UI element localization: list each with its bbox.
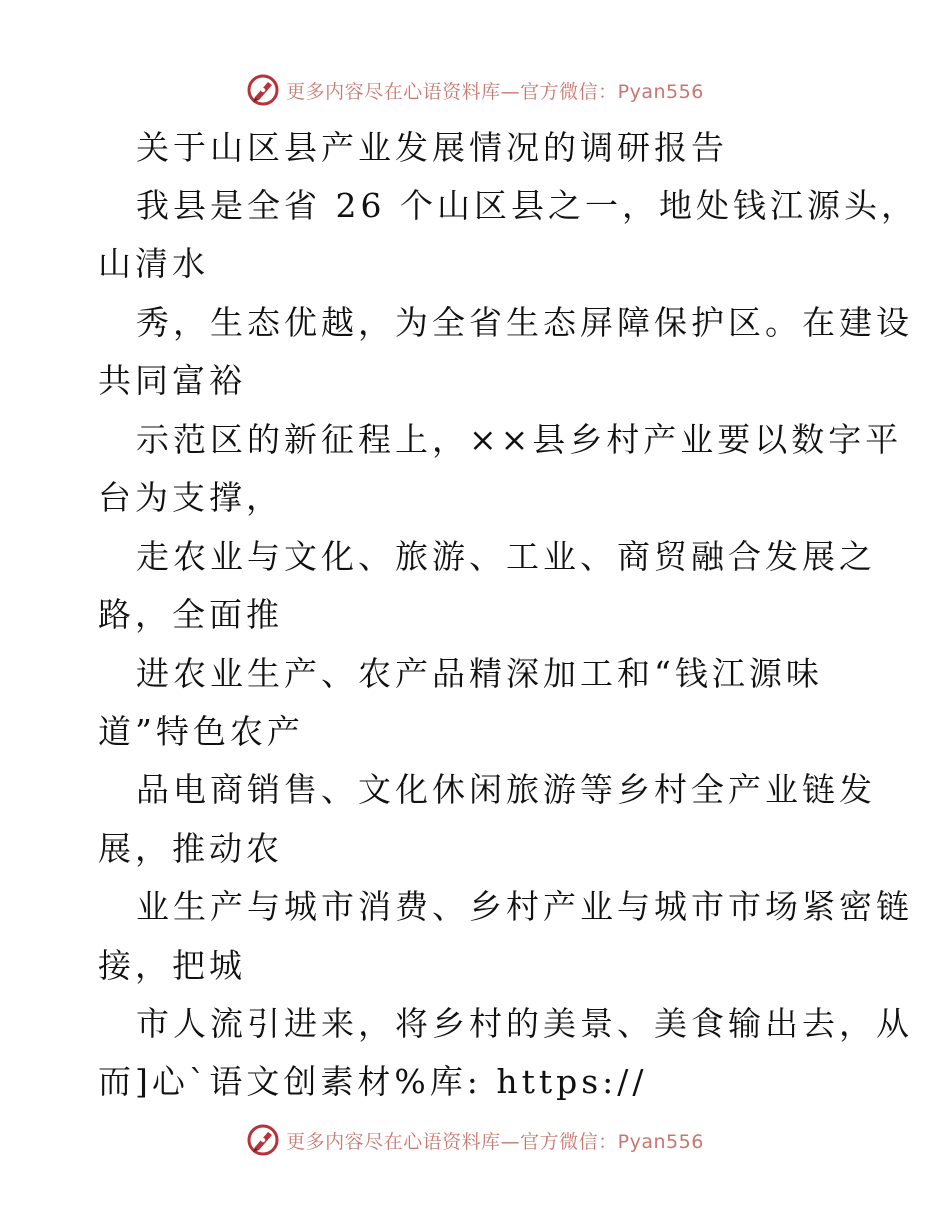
- paragraph-line: 品电商销售、文化休闲旅游等乡村全产业链发: [136, 770, 876, 809]
- paragraph-line: 走农业与文化、旅游、工业、商贸融合发展之: [136, 537, 876, 576]
- header-watermark-text: 更多内容尽在心语资料库—官方微信：Pyan556: [286, 80, 704, 103]
- paragraph-line: 山清水: [98, 244, 209, 283]
- paragraph-line: 展，推动农: [98, 829, 283, 868]
- pen-logo-icon: [246, 73, 280, 107]
- paragraph-line: 接，把城: [98, 946, 246, 985]
- paragraph-line: 秀，生态优越，为全省生态屏障保护区。在建设: [136, 303, 913, 342]
- paragraph-line: 台为支撑，: [98, 478, 283, 517]
- document-title: 关于山区县产业发展情况的调研报告: [136, 128, 728, 167]
- paragraph-line: 业生产与城市消费、乡村产业与城市市场紧密链: [136, 887, 913, 926]
- paragraph-line: 市人流引进来，将乡村的美景、美食输出去，从: [136, 1004, 913, 1043]
- paragraph-line: 而]心`语文创素材%库: https://: [98, 1062, 648, 1101]
- paragraph-line: 示范区的新征程上，××县乡村产业要以数字平: [136, 420, 903, 459]
- paragraph-line: 我县是全省 26 个山区县之一，地处钱江源头，: [136, 186, 918, 225]
- paragraph-line: 路，全面推: [98, 595, 283, 634]
- footer-watermark-text: 更多内容尽在心语资料库—官方微信：Pyan556: [286, 1130, 704, 1153]
- header-watermark-banner: [0, 70, 950, 110]
- paragraph-line: 道”特色农产: [98, 712, 304, 751]
- footer-watermark-banner: [0, 1120, 950, 1160]
- pen-logo-icon: [246, 1123, 280, 1157]
- paragraph-line: 进农业生产、农产品精深加工和“钱江源味: [136, 654, 823, 693]
- paragraph-line: 共同富裕: [98, 361, 246, 400]
